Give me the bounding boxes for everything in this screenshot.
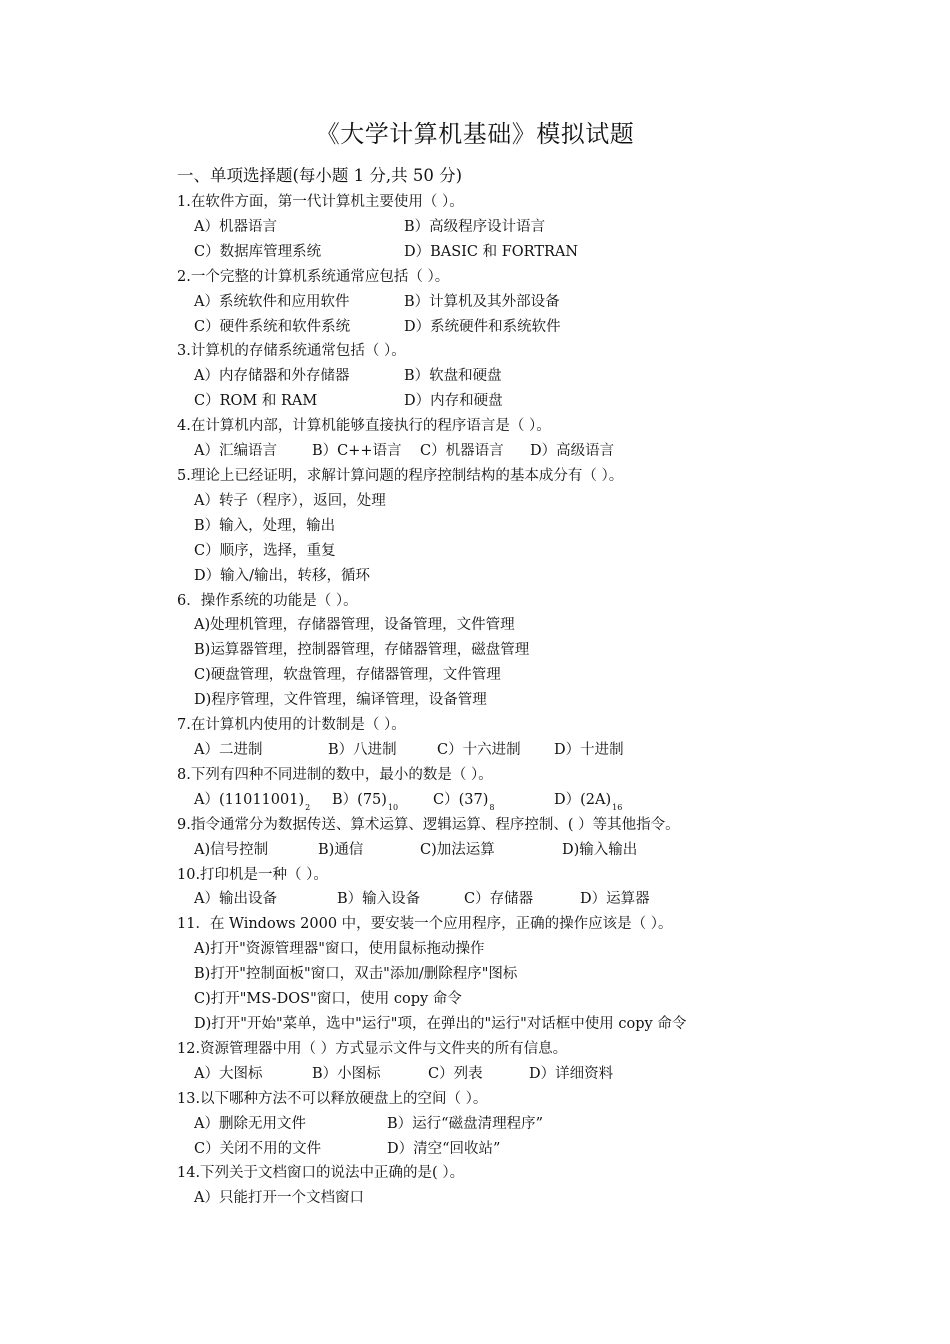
option-a: A）汇编语言 bbox=[194, 443, 277, 459]
question-stem: 5.理论上已经证明，求解计算问题的程序控制结构的基本成分有（ ）。 bbox=[177, 468, 624, 484]
option-b: B）C++语言 bbox=[312, 443, 402, 459]
option-c: C）ROM 和 RAM bbox=[194, 393, 318, 409]
question-stem: 10.打印机是一种（ ）。 bbox=[177, 867, 328, 883]
option-d: D)输入输出 bbox=[562, 842, 638, 858]
option-b: B)打开"控制面板"窗口，双击"添加/删除程序"图标 bbox=[194, 966, 518, 982]
option-d: D）BASIC 和 FORTRAN bbox=[404, 244, 579, 260]
option-label: A） bbox=[194, 792, 219, 808]
number-base: 2 bbox=[305, 803, 311, 812]
option-d: D）高级语言 bbox=[530, 443, 615, 459]
option-c: C）数据库管理系统 bbox=[194, 244, 322, 260]
option-b: B）输入设备 bbox=[337, 891, 421, 907]
question-stem: 12.资源管理器中用（ ）方式显示文件与文件夹的所有信息。 bbox=[177, 1041, 568, 1057]
option-label: D） bbox=[554, 792, 581, 808]
option-c: C）存储器 bbox=[464, 891, 534, 907]
option-a: A)信号控制 bbox=[194, 842, 269, 858]
option-d: D）运算器 bbox=[580, 891, 650, 907]
question-stem: 11．在 Windows 2000 中，要安装一个应用程序，正确的操作应该是（ ）。 bbox=[177, 916, 673, 932]
option-d: D）内存和硬盘 bbox=[404, 393, 503, 409]
question-stem: 4.在计算机内部，计算机能够直接执行的程序语言是（ ）。 bbox=[177, 418, 551, 434]
question-stem: 13.以下哪种方法不可以释放硬盘上的空间（ ）。 bbox=[177, 1091, 488, 1107]
page-title: 《大学计算机基础》模拟试题 bbox=[315, 120, 635, 148]
option-a: A）输出设备 bbox=[194, 891, 277, 907]
option-c: C)打开"MS-DOS"窗口，使用 copy 命令 bbox=[194, 991, 462, 1007]
option-b: B）计算机及其外部设备 bbox=[404, 294, 560, 310]
option-c: C)硬盘管理，软盘管理，存储器管理，文件管理 bbox=[194, 667, 501, 683]
option-b: B）软盘和硬盘 bbox=[404, 368, 502, 384]
option-b: B）输入，处理，输出 bbox=[194, 518, 336, 534]
option-label: B） bbox=[332, 792, 358, 808]
number-value: (2A) bbox=[580, 792, 612, 808]
question-stem: 6．操作系统的功能是（ ）。 bbox=[177, 593, 358, 609]
option-a: A）系统软件和应用软件 bbox=[194, 294, 350, 310]
option-c: C）机器语言 bbox=[420, 443, 504, 459]
question-stem: 2.一个完整的计算机系统通常应包括（ ）。 bbox=[177, 269, 450, 285]
option-b: B)通信 bbox=[318, 842, 364, 858]
section-heading: 一、单项选择题(每小题 1 分,共 50 分) bbox=[177, 166, 463, 185]
option-a: A）二进制 bbox=[194, 742, 263, 758]
number-base: 16 bbox=[612, 803, 623, 812]
number-value: (11011001) bbox=[218, 792, 305, 808]
option-c: C）列表 bbox=[428, 1066, 483, 1082]
option-d: D)程序管理，文件管理，编译管理，设备管理 bbox=[194, 692, 487, 708]
question-stem: 1.在软件方面，第一代计算机主要使用（ ）。 bbox=[177, 194, 464, 210]
option-d: D)打开"开始"菜单，选中"运行"项，在弹出的"运行"对话框中使用 copy 命令 bbox=[194, 1016, 687, 1032]
option-c: C）顺序，选择，重复 bbox=[194, 543, 336, 559]
number-base: 8 bbox=[489, 803, 495, 812]
option-b: B）小图标 bbox=[312, 1066, 381, 1082]
question-stem: 8.下列有四种不同进制的数中，最小的数是（ ）。 bbox=[177, 767, 493, 783]
option-d: D）系统硬件和系统软件 bbox=[404, 319, 561, 335]
option-label: C） bbox=[433, 792, 459, 808]
number-base: 10 bbox=[387, 803, 399, 812]
option-c: C)加法运算 bbox=[420, 842, 495, 858]
option-b: B）八进制 bbox=[328, 742, 397, 758]
option-d: D）输入/输出，转移，循环 bbox=[194, 568, 371, 584]
number-value: (37) bbox=[458, 792, 489, 808]
option-a: A）内存储器和外存储器 bbox=[194, 368, 350, 384]
option-a: A）只能打开一个文档窗口 bbox=[194, 1190, 364, 1206]
option-d: D）详细资料 bbox=[529, 1066, 614, 1082]
option-a: A）机器语言 bbox=[194, 219, 277, 235]
question-stem: 3.计算机的存储系统通常包括（ ）。 bbox=[177, 343, 406, 359]
question-stem: 14.下列关于文档窗口的说法中正确的是( ）。 bbox=[177, 1165, 465, 1181]
option-d: D）清空“回收站” bbox=[387, 1141, 501, 1157]
option-a: A）转子（程序），返回，处理 bbox=[194, 493, 386, 509]
question-stem: 7.在计算机内使用的计数制是（ ）。 bbox=[177, 717, 406, 733]
option-b: B）运行“磁盘清理程序” bbox=[387, 1116, 543, 1132]
option-a: A）大图标 bbox=[194, 1066, 263, 1082]
number-value: (75) bbox=[357, 792, 387, 808]
option-b: B）高级程序设计语言 bbox=[404, 219, 546, 235]
option-c: C）硬件系统和软件系统 bbox=[194, 319, 351, 335]
option-d: D）十进制 bbox=[554, 742, 624, 758]
option-a: A)处理机管理，存储器管理，设备管理，文件管理 bbox=[194, 617, 515, 633]
option-a: A）删除无用文件 bbox=[194, 1116, 306, 1132]
question-stem: 9.指令通常分为数据传送、算术运算、逻辑运算、程序控制、( ）等其他指令。 bbox=[177, 817, 680, 833]
option-b: B)运算器管理，控制器管理，存储器管理，磁盘管理 bbox=[194, 642, 530, 658]
option-a: A)打开"资源管理器"窗口，使用鼠标拖动操作 bbox=[194, 941, 485, 957]
option-c: C）关闭不用的文件 bbox=[194, 1141, 322, 1157]
option-c: C）十六进制 bbox=[437, 742, 521, 758]
